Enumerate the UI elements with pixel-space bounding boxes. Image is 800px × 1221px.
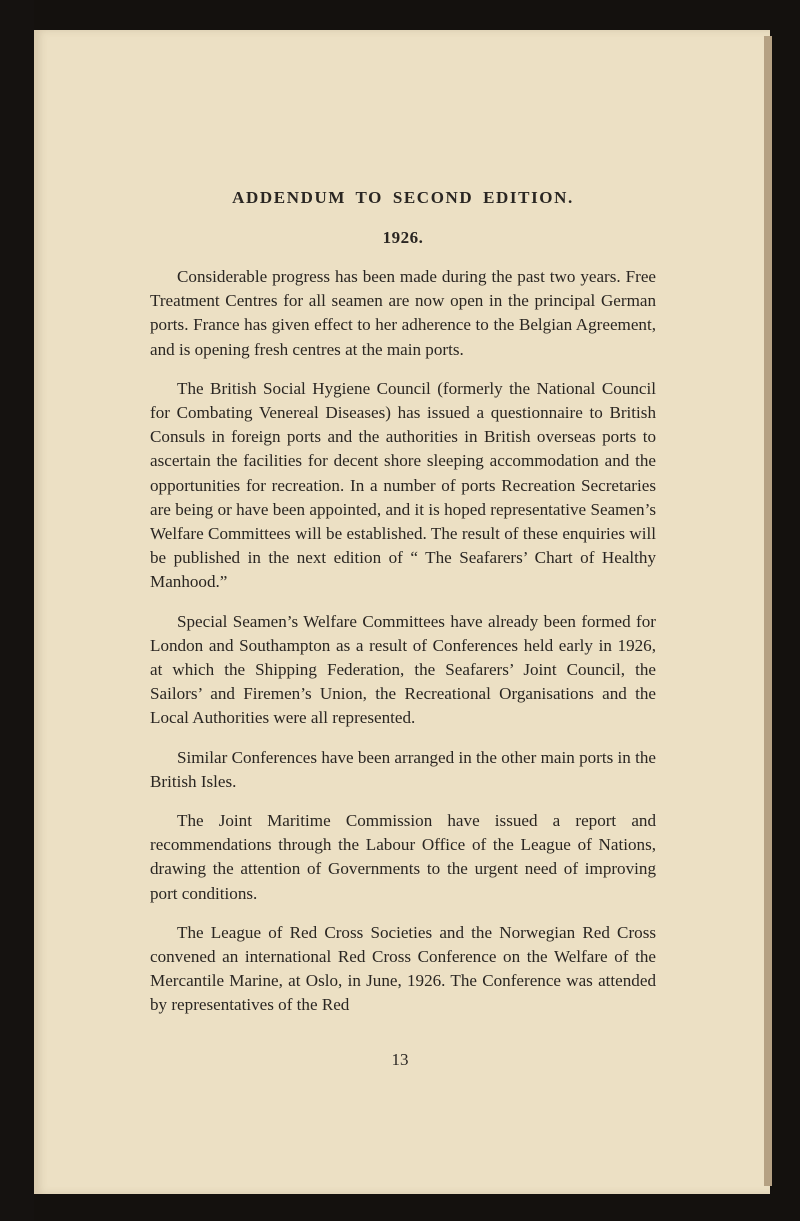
page-text	[150, 188, 656, 1033]
paragraph-6: The League of Red Cross Societies and the Norwegian Red Cross convened an international Red Cross Conference on the Welfare of the Mercantile Marine, at Oslo, in June, 1926. The Conference was attended by representatives of the Red	[150, 922, 656, 1015]
paragraph-5: The Joint Maritime Commission have issued a report and recommendations through the Labour Office of the League of Nations, drawing the attention of Governments to the urgent need of improving port conditions.	[150, 811, 656, 903]
page-title: ADDENDUM TO SECOND EDITION.	[232, 188, 574, 207]
paragraph-4: Similar Conferences have been arranged in the other main ports in the British Isles.	[150, 747, 656, 791]
paragraph-3: Special Seamen’s Welfare Committees have already been formed for London and Southampton as a result of Conferences held early in 1926, at which the Shipping Federation, the Seafarers’ Joint Council, the Sailors’ and Firemen’s Union, the Recreational Organisations and the Local Authorities were all represented.	[150, 611, 656, 728]
scan-left-margin	[0, 0, 34, 1221]
paragraph-1: Considerable progress has been made during the past two years. Free Treatment Centres for all seamen are now open in the principal German ports. France has given effect to her adherence to the Belgian Agreement, and is opening fresh centres at the main ports.	[150, 267, 656, 359]
page-number: 13	[391, 1050, 409, 1069]
paragraph-2: The British Social Hygiene Council (formerly the National Council for Combating Venereal Diseases) has issued a questionnaire to British Consuls in foreign ports and the authorities in British overseas ports to ascertain the facilities for decent shore sleeping accommodation and the opportunities for recreation. In a number of ports Recreation Secretaries are being or have been appointed, and it is hoped representative Seamen’s Welfare Committees will be established. The result of these enquiries will be published in the next edition of “ The Seafarers’ Chart of Healthy Manhood.”	[150, 378, 656, 592]
page-edge	[764, 36, 772, 1186]
section-year: 1926.	[382, 228, 424, 247]
